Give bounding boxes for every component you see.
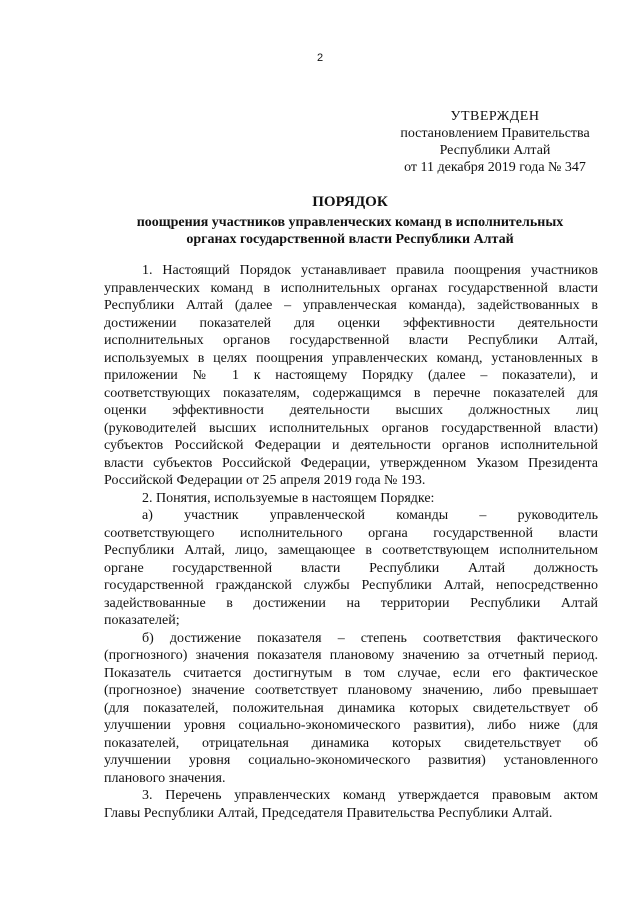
body-line: 3. Перечень управленческих команд утверждается правовым актом xyxy=(142,788,598,803)
body-line: (руководителей высших исполнительных органов государственной власти) xyxy=(104,420,598,436)
body-line: 1. Настоящий Порядок устанавливает правила поощрения участников xyxy=(142,263,598,278)
body-line: достижении показателей для оценки эффективности деятельности xyxy=(104,315,598,331)
approval-line: Республики Алтай xyxy=(439,143,551,158)
document-subtitle-line: поощрения участников управленческих команд в исполнительных xyxy=(136,215,564,230)
body-line: Республики Алтай, лицо, замещающее в соответствующем исполнительном xyxy=(104,543,598,558)
body-line: планового значения. xyxy=(104,770,226,786)
approval-line: от 11 декабря 2019 года № 347 xyxy=(404,160,586,175)
body-line: б) достижение показателя – степень соответствия фактического xyxy=(142,630,598,646)
approval-heading: УТВЕРЖДЕН xyxy=(450,109,540,124)
body-line: используемых в целях поощрения управленческих команд, установленных в xyxy=(104,350,598,366)
body-line: Главы Республики Алтай, Председателя Правительства Республики Алтай. xyxy=(104,805,553,821)
approval-line: постановлением Правительства xyxy=(400,126,590,141)
body-line: Показатель считается достигнутым в том случае, если его фактическое xyxy=(104,665,598,681)
body-line: показателей, отрицательная динамика которых свидетельствует об xyxy=(104,735,598,751)
body-line: власти субъектов Российской Федерации, утвержденном Указом Президента xyxy=(104,455,598,471)
body-line: управленческих команд в исполнительных органах государственной власти xyxy=(104,280,598,296)
body-line: субъектов Российской Федерации и деятельности органов исполнительной xyxy=(104,438,598,453)
body-line: показателей; xyxy=(104,613,180,628)
body-line: государственной гражданской службы Республики Алтай, непосредственно xyxy=(104,578,598,593)
body-line: 2. Понятия, используемые в настоящем Порядке: xyxy=(142,490,435,506)
body-line: (прогнозное) значение соответствует плановому значению, либо превышает xyxy=(104,683,598,698)
approval-block xyxy=(385,108,605,176)
document-heading xyxy=(100,194,600,248)
body-line: улучшении уровня социально-экономического развития), либо ниже (для xyxy=(104,718,598,733)
body-line: (для показателей, положительная динамика которых свидетельствует об xyxy=(104,700,598,716)
body-line: (прогнозного) значения показателя плановому значению за отчетный период. xyxy=(104,648,598,663)
body-line: соответствующего исполнительного органа государственной власти xyxy=(104,525,598,541)
document-body xyxy=(104,262,598,822)
body-line: приложении № 1 к настоящему Порядку (далее – показатели), и xyxy=(104,368,598,383)
body-line: Российской Федерации от 25 апреля 2019 года № 193. xyxy=(104,473,426,488)
body-line: соответствующих показателям, содержащимся в перечне показателей для xyxy=(104,385,598,401)
body-line: улучшении уровня социально-экономического развития) установленного xyxy=(104,753,598,768)
document-title: ПОРЯДОК xyxy=(312,194,388,210)
page-number: 2 xyxy=(316,52,324,64)
body-line: исполнительных органов государственной власти Республики Алтай, xyxy=(104,333,598,348)
body-line: задействованные в достижении на территории Республики Алтай xyxy=(104,595,598,611)
document-subtitle-line: органах государственной власти Республики Алтай xyxy=(186,232,514,247)
body-line: оценки эффективности деятельности высших должностных лиц xyxy=(104,403,598,418)
body-line: Республики Алтай (далее – управленческая команда), задействованных в xyxy=(104,298,598,313)
body-line: а) участник управленческой команды – руководитель xyxy=(142,508,598,523)
body-line: органе государственной власти Республики Алтай должность xyxy=(104,560,598,576)
